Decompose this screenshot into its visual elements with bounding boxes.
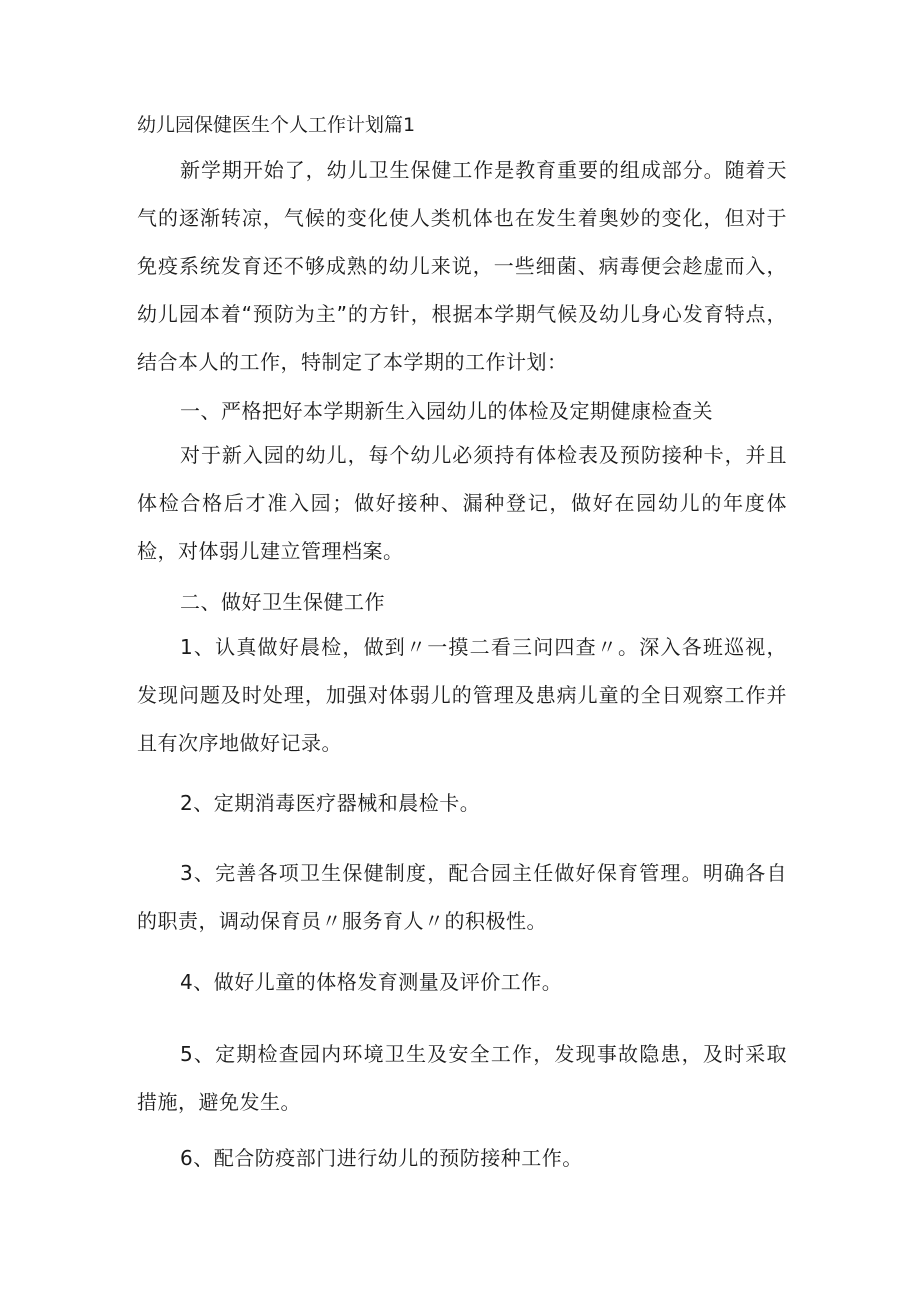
list-item-5: 5、定期检查园内环境卫生及安全工作，发现事故隐患，及时采取措施，避免发生。 — [137, 1042, 787, 1114]
section-1-paragraph: 对于新入园的幼儿，每个幼儿必须持有体检表及预防接种卡，并且体检合格后才准入园；做好接种、漏种登记，做好在园幼儿的年度体检，对体弱儿建立管理档案。 — [137, 443, 787, 563]
intro-paragraph: 新学期开始了，幼儿卫生保健工作是教育重要的组成部分。随着天气的逐渐转凉，气候的变化使人类机体也在发生着奥妙的变化，但对于免疫系统发育还不够成熟的幼儿来说，一些细菌、病毒便会趁虚而入，幼儿园本着“预防为主”的方针，根据本学期气候及幼儿身心发育特点，结合本人的工作，特制定了本学期的工作计划： — [137, 158, 787, 374]
list-item-2: 2、定期消毒医疗器械和晨检卡。 — [180, 791, 481, 815]
document-title: 幼儿园保健医生个人工作计划篇1 — [137, 114, 416, 136]
list-item-6: 6、配合防疫部门进行幼儿的预防接种工作。 — [180, 1146, 583, 1170]
list-item-4: 4、做好儿童的体格发育测量及评价工作。 — [180, 970, 563, 994]
list-item-3: 3、完善各项卫生保健制度，配合园主任做好保育管理。明确各自的职责，调动保育员〃服务育人〃的积极性。 — [137, 861, 787, 933]
list-item-1: 1、认真做好晨检，做到〃一摸二看三问四查〃。深入各班巡视，发现问题及时处理，加强对体弱儿的管理及患病儿童的全日观察工作并且有次序地做好记录。 — [137, 635, 787, 755]
section-1-heading: 一、严格把好本学期新生入园幼儿的体检及定期健康检查关 — [180, 399, 713, 423]
section-2-heading: 二、做好卫生保健工作 — [180, 590, 385, 614]
